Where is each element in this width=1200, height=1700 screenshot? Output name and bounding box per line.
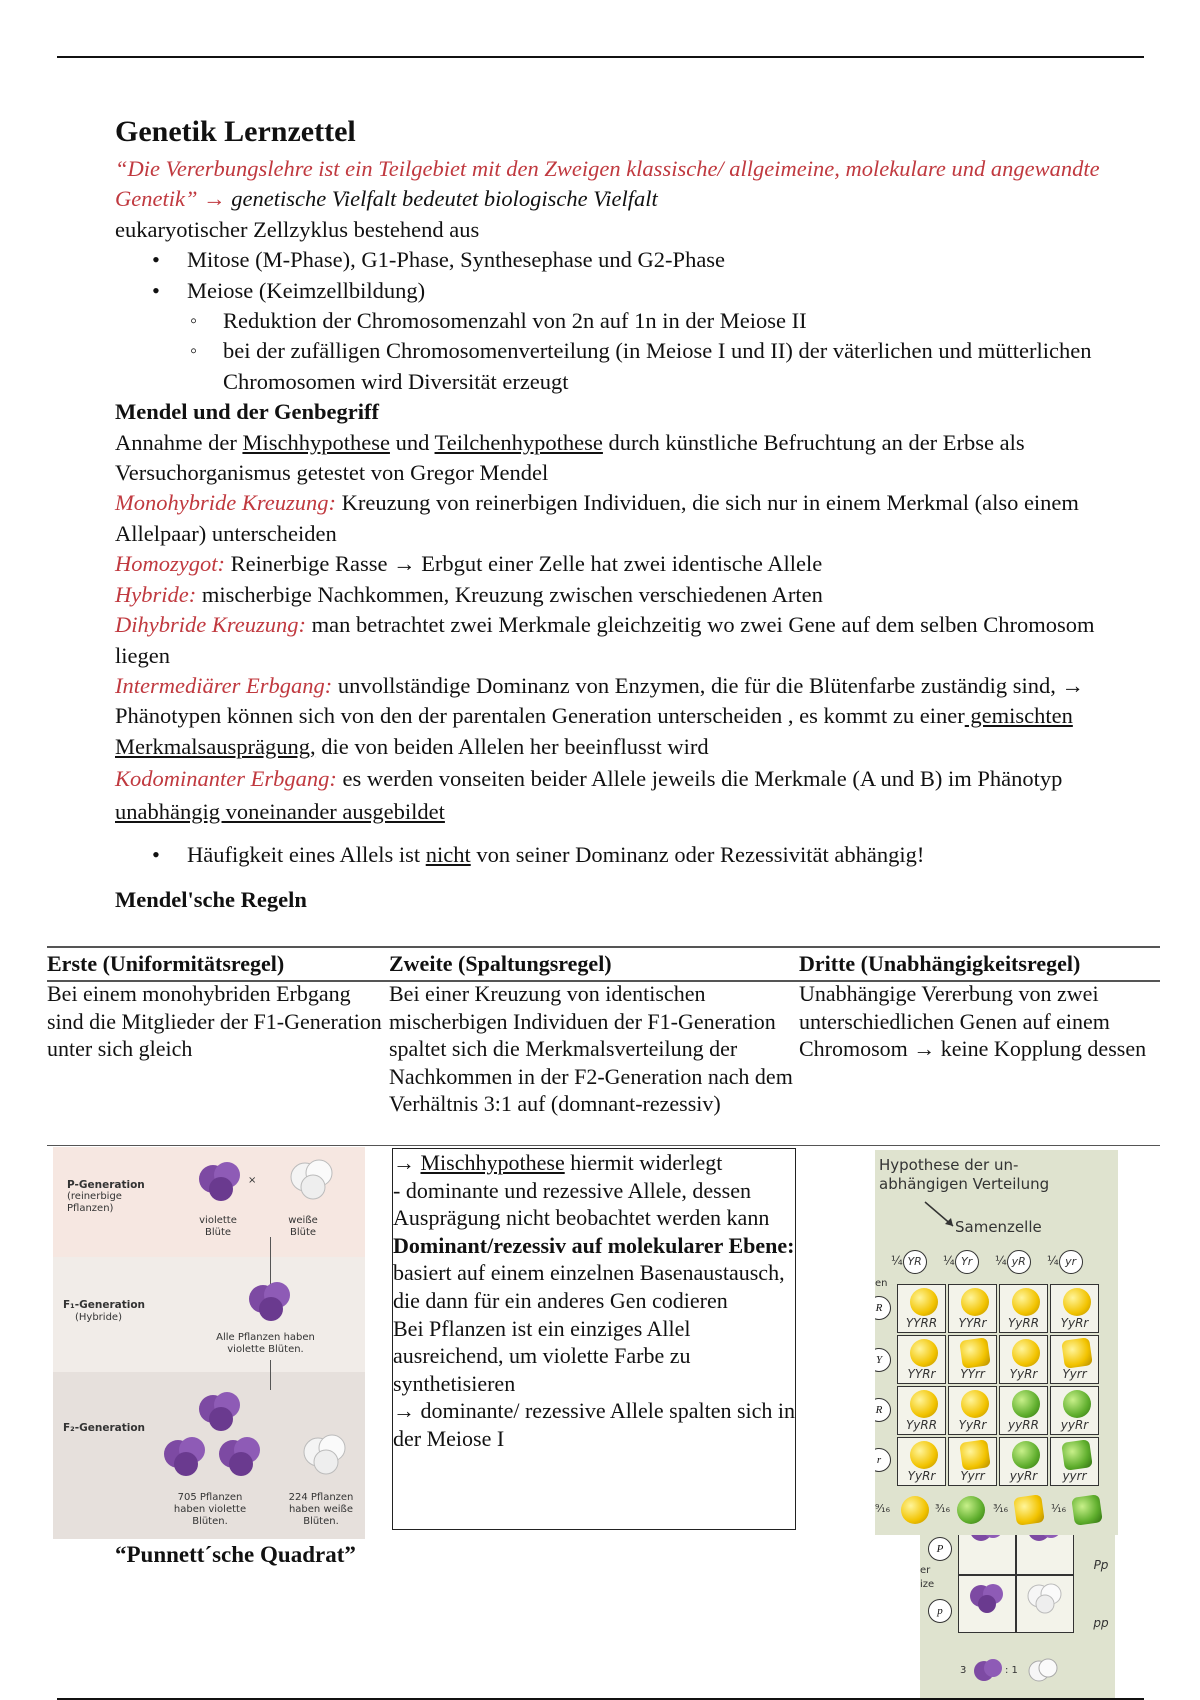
note-list xyxy=(115,840,1105,870)
pea-icon xyxy=(1061,1439,1093,1471)
pea-icon xyxy=(957,1496,985,1524)
punnett-cell xyxy=(999,1437,1048,1486)
pea-icon xyxy=(910,1390,938,1418)
genotype-label: YYrr xyxy=(960,1367,985,1381)
violet-flower-icon xyxy=(970,1653,1005,1688)
pea-icon xyxy=(910,1288,938,1316)
punnett-cell xyxy=(999,1284,1048,1333)
genotype-label: YYRr xyxy=(958,1316,987,1330)
pea-icon xyxy=(1071,1494,1103,1526)
side-gamete: r xyxy=(875,1448,891,1472)
genotype-label: YYRr xyxy=(907,1367,936,1381)
term-intermediaer: Intermediärer Erbgang: unvollständige Dominanz von Enzymen, die für die Blütenfarbe zuständig sind, → Phänotypen können sich von den der parentalen Generation unterscheiden , es kommt zu einer gemischten Merkmalsausprägung, die von beiden Allelen her beeinflusst wird xyxy=(115,672,1084,759)
explanation-box xyxy=(392,1148,796,1530)
side-gamete: Y xyxy=(875,1348,891,1372)
genotype-label: YyRr xyxy=(1009,1367,1038,1381)
violet-flower-icon xyxy=(959,1535,1015,1558)
genotype-label: yyrr xyxy=(1062,1469,1087,1483)
f2-violet-caption: 705 Pflanzen haben violette Blüten. xyxy=(173,1492,247,1527)
genotype-label: yyRr xyxy=(1060,1418,1089,1432)
gamete-header: ¼ YR xyxy=(891,1250,927,1274)
violet-flower-icon xyxy=(193,1387,248,1432)
list-item: • Häufigkeit eines Allels ist nicht von seiner Dominanz oder Rezessivität abhängig! xyxy=(115,840,1105,870)
monohybrid-cross-figure xyxy=(53,1147,365,1539)
side-gamete: R xyxy=(875,1296,891,1320)
table-cell: Bei einem monohybriden Erbgang sind die Mitglieder der F1-Generation unter sich gleich xyxy=(47,981,382,1062)
table-cell: Bei einer Kreuzung von identischen mischerbigen Individuen der F1-Generation spaltet sich die Merkmalsverteilung der Nachkommen in der F2-Generation nach dem Verhältnis 3:1 auf (domnant-rezessiv) xyxy=(389,981,793,1117)
pea-icon xyxy=(961,1288,989,1316)
sub-list-item: ◦ bei der zufälligen Chromosomenverteilung (in Meiose I und II) der väterlichen und mütterlichen Chromosomen wird Diversität erzeugt xyxy=(115,336,1105,397)
punnett-cell xyxy=(1050,1284,1099,1333)
punnett-caption: “Punnett´sche Quadrat” xyxy=(115,1542,356,1567)
table-header-row xyxy=(47,946,1160,982)
pea-icon xyxy=(910,1441,938,1469)
ratio-number: 3 xyxy=(960,1665,967,1676)
pea-icon xyxy=(1012,1288,1040,1316)
punnett-cell xyxy=(948,1284,997,1333)
pea-icon xyxy=(959,1337,991,1369)
violet-flower-icon xyxy=(213,1432,268,1477)
phenotype-ratio-row: ⁹⁄₁₆ ³⁄₁₆ ³⁄₁₆ ¹⁄₁₆ xyxy=(875,1492,1118,1532)
punnett-cell xyxy=(999,1335,1048,1384)
genotype-label: YyRR xyxy=(905,1418,938,1432)
term-dihybrid: Dihybride Kreuzung: man betrachtet zwei Merkmale gleichzeitig wo zwei Gene auf dem selben Chromosom liegen xyxy=(115,612,1095,668)
genotype-label: YyRr xyxy=(907,1469,936,1483)
side-fragment: er xyxy=(920,1565,931,1576)
pea-icon xyxy=(961,1390,989,1418)
genotype-label: YyRr xyxy=(1060,1316,1089,1330)
term-homozygot: Homozygot: Reinerbige Rasse → Erbgut einer Zelle hat zwei identische Allele xyxy=(115,551,823,577)
top-rule xyxy=(57,56,1144,58)
violet-label: violette Blüte xyxy=(199,1215,237,1238)
violet-flower-icon xyxy=(959,1576,1015,1616)
punnett-cell xyxy=(958,1535,1016,1575)
document-body xyxy=(115,112,1105,915)
genotype-label: yyRR xyxy=(1008,1418,1039,1432)
box-line: Bei Pflanzen ist ein einziges Allel ausreichend, um violette Farbe zu synthetisieren xyxy=(393,1315,691,1396)
box-line: → dominante/ rezessive Allele spalten sich in der Meiose I xyxy=(393,1398,796,1451)
pea-icon xyxy=(1012,1339,1040,1367)
punnett-cell: Pp xyxy=(1016,1535,1074,1575)
white-label: weiße Blüte xyxy=(288,1215,318,1238)
hypothesis-label: Hypothese der un-abhängigen Verteilung xyxy=(879,1156,1050,1193)
violet-flower-icon xyxy=(243,1277,298,1322)
intro-quote: “Die Vererbungslehre ist ein Teilgebiet mit den Zweigen klassische/ allgeimeine, molekulare und angewandte Genetik” → genetische Vielfalt bedeutet biologische Vielfalt xyxy=(115,156,1100,212)
f1-caption: Alle Pflanzen haben violette Blüten. xyxy=(216,1332,315,1355)
pea-icon xyxy=(910,1339,938,1367)
f1-generation-label: F₁-Generation (Hybride) xyxy=(63,1299,146,1323)
box-line: → Mischhypothese hiermit widerlegt xyxy=(393,1150,723,1175)
gamete-header: ¼ yR xyxy=(995,1250,1031,1274)
side-gamete: R xyxy=(875,1398,891,1422)
side-gamete: p xyxy=(928,1599,952,1623)
dihybrid-cross-figure xyxy=(875,1150,1118,1535)
term-hybride: Hybride: mischerbige Nachkommen, Kreuzung zwischen verschiedenen Arten xyxy=(115,581,823,607)
p-generation-label: P-Generation (reinerbige Pflanzen) xyxy=(67,1179,145,1214)
sub-list-item: ◦ Reduktion der Chromosomenzahl von 2n auf 1n in der Meiose II xyxy=(115,306,1105,336)
genotype-label: Yyrr xyxy=(960,1469,985,1483)
pea-icon xyxy=(1013,1494,1045,1526)
pea-icon xyxy=(1063,1288,1091,1316)
punnett-cell xyxy=(897,1335,946,1384)
pea-icon xyxy=(1063,1390,1091,1418)
violet-flower-icon xyxy=(1017,1535,1073,1558)
punnett-cell xyxy=(1050,1335,1099,1384)
term-kodominant: Kodominanter Erbgang: es werden vonseiten beider Allele jeweils die Merkmale (A und B) im Phänotyp unabhängig voneinander ausgebildet xyxy=(115,766,1063,825)
section-heading-mendel: Mendel und der Genbegriff xyxy=(115,399,379,425)
white-flower-icon xyxy=(298,1430,353,1475)
pea-icon xyxy=(901,1496,929,1524)
box-line: Dominant/rezessiv auf molekularer Ebene: basiert auf einem einzelnen Basenaustausch, die dann für ein anderes Gen codieren xyxy=(393,1232,795,1313)
side-fragment: ize xyxy=(920,1579,935,1590)
f2-white-caption: 224 Pflanzen haben weiße Blüten. xyxy=(288,1492,354,1527)
white-flower-icon xyxy=(1017,1576,1073,1616)
punnett-cell xyxy=(958,1575,1016,1633)
gamete-header: ¼ Yr xyxy=(943,1250,979,1274)
section-heading-rules: Mendel'sche Regeln xyxy=(115,886,307,912)
side-gamete: P xyxy=(928,1537,952,1561)
flower-punnett-figure xyxy=(920,1535,1115,1700)
punnett-cell xyxy=(897,1437,946,1486)
arrow-line xyxy=(270,1360,271,1390)
punnett-cell xyxy=(999,1386,1048,1435)
punnett-cell xyxy=(1050,1437,1099,1486)
punnett-cell xyxy=(948,1386,997,1435)
genotype-label: Yyrr xyxy=(1062,1367,1087,1381)
gamete-label: Samenzelle xyxy=(955,1218,1042,1236)
white-flower-icon xyxy=(1025,1653,1060,1688)
violet-flower-icon xyxy=(193,1157,248,1202)
violet-flower-icon xyxy=(158,1432,213,1477)
punnett-cell xyxy=(1050,1386,1099,1435)
table-header-cell: Dritte (Unabhängigkeitsregel) xyxy=(799,951,1081,976)
list-item: • Mitose (M-Phase), G1-Phase, Synthesephase und G2-Phase xyxy=(115,245,1105,275)
page-title: Genetik Lernzettel xyxy=(115,115,356,148)
cross-symbol: × xyxy=(248,1175,257,1186)
list-item: • Meiose (Keimzellbildung) xyxy=(115,276,1105,306)
cell-cycle-text: eukaryotischer Zellzyklus bestehend aus xyxy=(115,216,480,242)
white-flower-icon xyxy=(285,1155,340,1200)
table-bottom-rule xyxy=(47,1145,1160,1146)
mendel-paragraph: Annahme der Mischhypothese und Teilchenhypothese durch künstliche Befruchtung an der Erbse als Versuchorganismus getestet von Gregor Mendel xyxy=(115,429,1025,486)
cell-cycle-list xyxy=(115,245,1105,397)
pea-icon xyxy=(1061,1337,1093,1369)
term-monohybrid: Monohybride Kreuzung: Kreuzung von reinerbigen Individuen, die sich nur in einem Merkmal (also einem Allelpaar) unterscheiden xyxy=(115,490,1079,546)
genotype-label: YYRR xyxy=(905,1316,938,1330)
punnett-cell xyxy=(948,1437,997,1486)
side-fragment: en xyxy=(875,1278,888,1289)
table-header-cell: Zweite (Spaltungsregel) xyxy=(389,951,612,976)
pea-icon xyxy=(959,1439,991,1471)
table-cell: Unabhängige Vererbung von zwei unterschiedlichen Genen auf einem Chromosom → keine Kopplung dessen xyxy=(799,981,1147,1062)
pea-icon xyxy=(1012,1390,1040,1418)
box-line: - dominante und rezessive Allele, dessen Ausprägung nicht beobachtet werden kann xyxy=(393,1177,770,1231)
genotype-label: YyRr xyxy=(958,1418,987,1432)
punnett-cell xyxy=(897,1284,946,1333)
ratio-number: : 1 xyxy=(1005,1665,1018,1676)
genotype-label: yyRr xyxy=(1009,1469,1038,1483)
punnett-cell xyxy=(948,1335,997,1384)
table-header-cell: Erste (Uniformitätsregel) xyxy=(47,951,285,976)
punnett-cell: pp xyxy=(1016,1575,1074,1633)
pea-icon xyxy=(1012,1441,1040,1469)
f2-generation-label: F₂-Generation xyxy=(63,1422,146,1434)
gamete-header: ¼ yr xyxy=(1047,1250,1083,1274)
genotype-label: YyRR xyxy=(1007,1316,1040,1330)
punnett-cell xyxy=(897,1386,946,1435)
